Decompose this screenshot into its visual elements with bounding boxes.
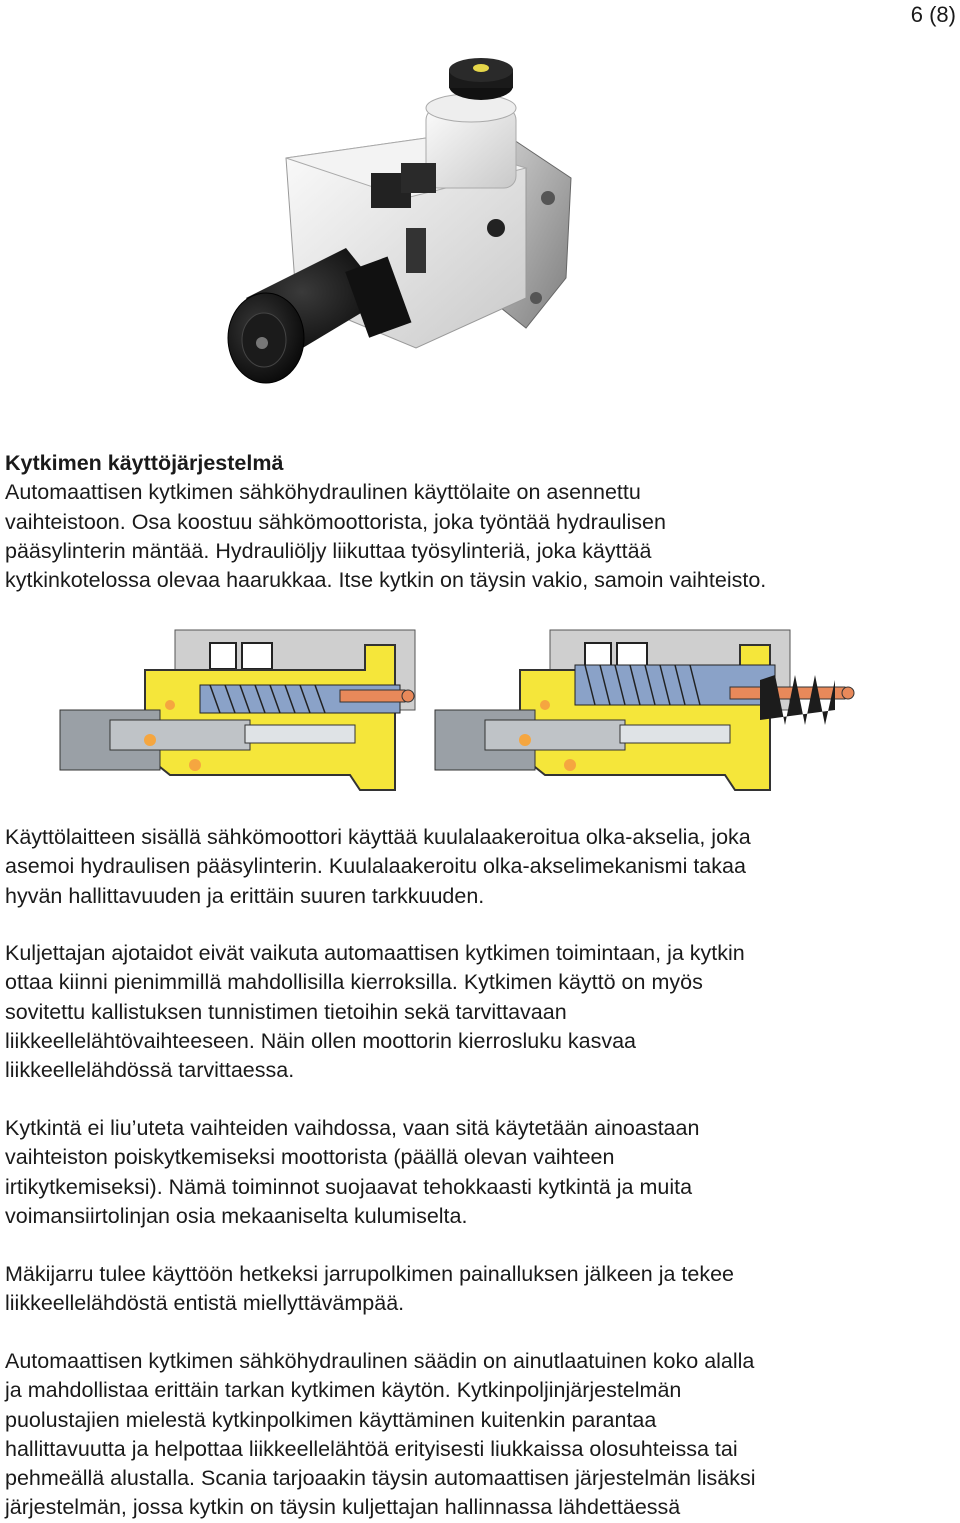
text-line: ottaa kiinni pienimmillä mahdollisilla kierroksilla. Kytkimen käyttö on myös <box>5 970 703 995</box>
text-line: liikkeellelähdössä tarvittaessa. <box>5 1058 295 1083</box>
page-number: 6 (8) <box>910 2 956 27</box>
paragraph <box>5 1114 935 1231</box>
paragraph <box>5 1347 935 1523</box>
section-heading: Kytkimen käyttöjärjestelmä <box>5 451 284 475</box>
text-line: asemoi hydraulisen pääsylinterin. Kuulalaakeroitu olka-akselimekanismi takaa <box>5 854 746 879</box>
text-line: hallittavuutta ja helpottaa liikkeellelähtöä erityisesti liukkaissa olosuhteissa tai <box>5 1436 738 1461</box>
text-line: ja mahdollistaa erittäin tarkan kytkimen käytön. Kytkinpoljinjärjestelmän <box>5 1378 682 1403</box>
text-line: irtikytkemiseksi). Nämä toiminnot suojaavat tehokkaasti kytkintä ja muita <box>5 1174 693 1199</box>
clutch-actuator-photo <box>226 48 586 398</box>
text-line: Kytkintä ei liu’uteta vaihteiden vaihdossa, vaan sitä käytetään ainoastaan <box>5 1116 700 1140</box>
text-line: puolustajien mielestä kytkinpolkimen käyttäminen kuitenkin parantaa <box>5 1407 657 1432</box>
text-line: Käyttölaitteen sisällä sähkömoottori käyttää kuulalaakeroitua olka-akselia, joka <box>5 825 751 849</box>
paragraph <box>5 1260 935 1319</box>
text-line: liikkeellelähdöstä entistä miellyttävämpää. <box>5 1291 405 1316</box>
text-line: vaihteiston poiskytkemiseksi moottorista (päällä olevan vaihteen <box>5 1145 615 1170</box>
paragraph <box>5 939 935 1085</box>
text-line: Automaattisen kytkimen sähköhydraulinen säädin on ainutlaatuinen koko alalla <box>5 1349 755 1373</box>
paragraph <box>5 823 935 911</box>
cutaway-diagram-right <box>430 625 860 797</box>
text-line: Kuljettajan ajotaidot eivät vaikuta automaattisen kytkimen toimintaan, ja kytkin <box>5 941 745 965</box>
text-line: pehmeällä alustalla. Scania tarjoaakin täysin automaattisen järjestelmän lisäksi <box>5 1466 756 1491</box>
intro-line: pääsylinterin mäntää. Hydrauliöljy liikuttaa työsylinteriä, joka käyttää <box>5 538 652 563</box>
intro-line: Automaattisen kytkimen sähköhydraulinen käyttölaite on asennettu <box>5 480 641 505</box>
text-line: järjestelmän, jossa kytkin on täysin kuljettajan hallinnassa lähdettäessä <box>5 1495 681 1520</box>
text-line: sovitettu kallistuksen tunnistimen tietoihin sekä tarvittavaan <box>5 999 567 1024</box>
text-line: voimansiirtolinjan osia mekaaniselta kulumiselta. <box>5 1203 468 1228</box>
intro-line: vaihteistoon. Osa koostuu sähkömoottorista, joka työntää hydraulisen <box>5 509 666 534</box>
cutaway-diagram-left <box>50 625 430 797</box>
text-line: liikkeellelähtövaihteeseen. Näin ollen moottorin kierrosluku kasvaa <box>5 1028 637 1053</box>
text-line: Mäkijarru tulee käyttöön hetkeksi jarrupolkimen painalluksen jälkeen ja tekee <box>5 1262 735 1286</box>
intro-line: kytkinkotelossa olevaa haarukkaa. Itse kytkin on täysin vakio, samoin vaihteisto. <box>5 568 767 593</box>
text-line: hyvän hallittavuuden ja erittäin suuren tarkkuuden. <box>5 883 485 908</box>
intro-section <box>5 449 935 595</box>
